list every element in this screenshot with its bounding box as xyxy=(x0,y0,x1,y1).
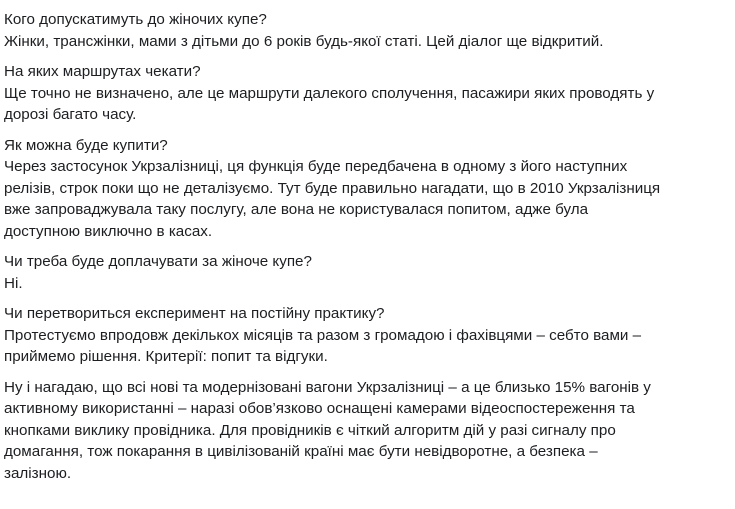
paragraph-how-to-buy xyxy=(4,135,725,243)
paragraph-who-allowed xyxy=(4,9,725,52)
text-line: залізною. xyxy=(4,464,72,482)
text-line: домагання, тож покарання в цивілізованій країні має бути невідворотне, а безпека – xyxy=(4,443,598,460)
answer-line: Ще точно не визначено, але це маршрути далекого сполучення, пасажири яких проводять у xyxy=(4,84,655,102)
answer-line: Ні. xyxy=(4,274,23,292)
answer-line: релізів, строк поки що не деталізуємо. Тут буде правильно нагадати, що в 2010 Укрзалізниця xyxy=(4,179,661,197)
text-line: кнопками виклику провідника. Для провідників є чіткий алгоритм дій у разі сигналу про xyxy=(4,421,616,439)
question-line: Кого допускатимуть до жіночих купе? xyxy=(4,11,267,28)
paragraph-permanent-practice xyxy=(4,303,725,368)
answer-line: Через застосунок Укрзалізниці, ця функція буде передбачена в одному з його наступних xyxy=(4,158,628,175)
paragraph-routes xyxy=(4,61,725,126)
answer-line: вже запроваджувала таку послугу, але вона не користувалася попитом, адже була xyxy=(4,201,589,218)
text-line: Ну і нагадаю, що всі нові та модернізовані вагони Укрзалізниці – а це близько 15% вагонів у xyxy=(4,378,651,396)
answer-line: приймемо рішення. Критерії: попит та відгуки. xyxy=(4,348,328,365)
answer-line: Протестуємо впродовж декількох місяців та разом з громадою і фахівцями – себто вами – xyxy=(4,326,642,344)
question-line: Як можна буде купити? xyxy=(4,136,168,154)
answer-line: доступною виключно в касах. xyxy=(4,222,213,240)
question-line: На яких маршрутах чекати? xyxy=(4,63,201,80)
question-line: Чи перетвориться експеримент на постійну практику? xyxy=(4,305,385,322)
text-line: активному використанні – наразі обов’язково оснащені камерами відеоспостереження та xyxy=(4,400,635,417)
answer-line: дорозі багато часу. xyxy=(4,106,137,123)
paragraph-safety-reminder xyxy=(4,377,725,485)
answer-line: Жінки, трансжінки, мами з дітьми до 6 років будь-якої статі. Цей діалог ще відкритий. xyxy=(4,32,604,50)
paragraph-extra-payment xyxy=(4,251,725,294)
question-line: Чи треба буде доплачувати за жіноче купе? xyxy=(4,253,312,270)
